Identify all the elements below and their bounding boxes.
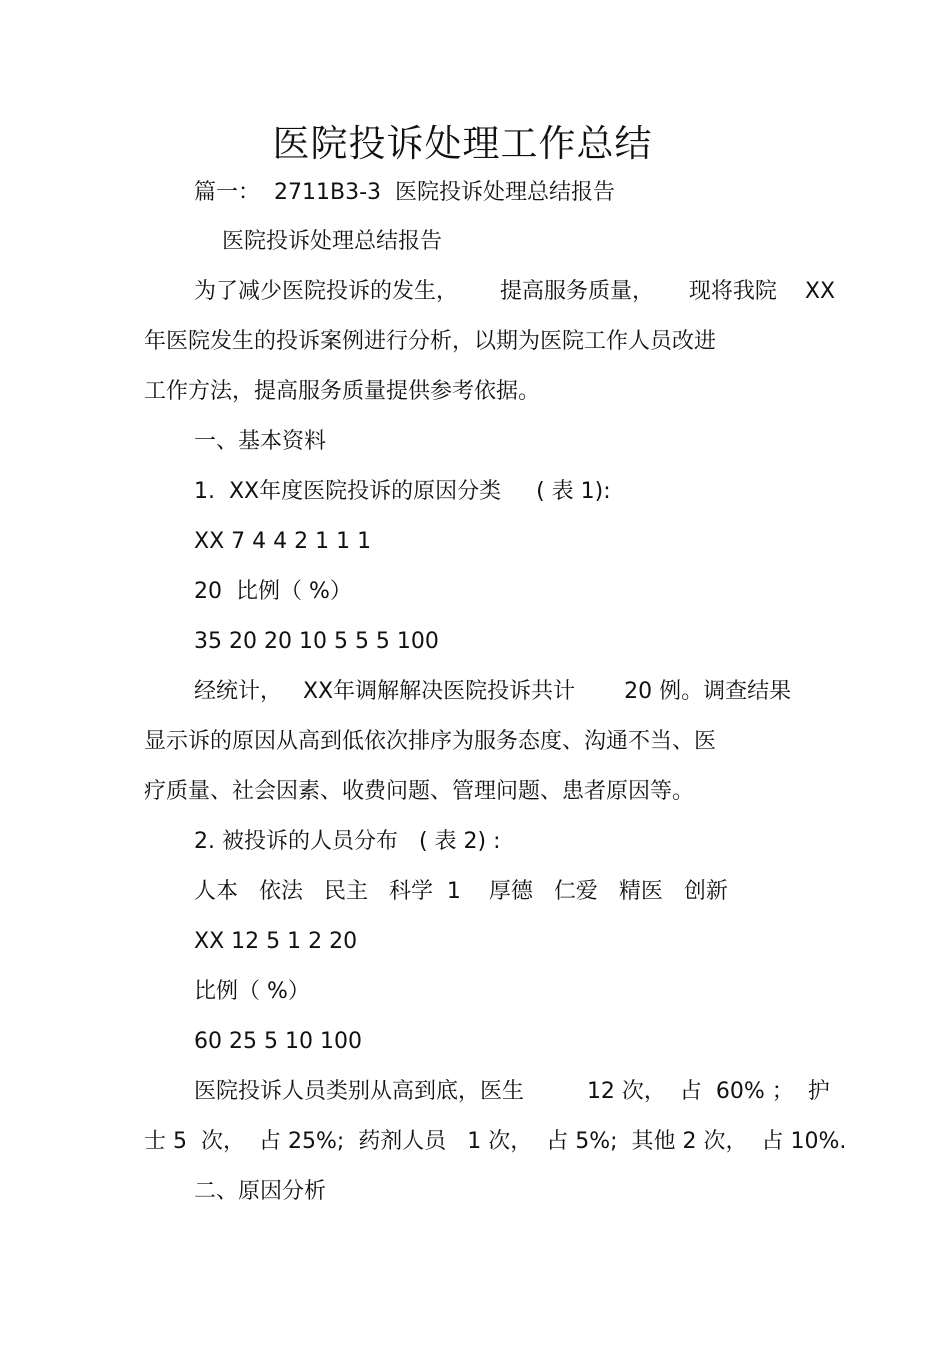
paragraph-line: 疗质量、社会因素、收费问题、管理问题、患者原因等。 <box>144 779 695 804</box>
table-row: XX 7 4 4 2 1 1 1 <box>194 529 372 554</box>
paragraph-line: 医院投诉人员类别从高到底，医生 12 次， 占 60% ； 护 <box>194 1079 830 1104</box>
paragraph-line: 为了减少医院投诉的发生， 提高服务质量， 现将我院 XX <box>194 279 836 304</box>
table-row: 人本 依法 民主 科学 1 厚德 仁爱 精医 创新 <box>194 879 728 904</box>
paragraph-line: 士 5 次， 占 25%; 药剂人员 1 次， 占 5%; 其他 2 次， 占 10%. <box>144 1129 847 1154</box>
subsection-heading: 2. 被投诉的人员分布 ( 表 2) : <box>194 829 501 854</box>
paragraph-line: 年医院发生的投诉案例进行分析，以期为医院工作人员改进 <box>144 329 717 354</box>
table-row: 35 20 20 10 5 5 5 100 <box>194 629 439 654</box>
paragraph-line: 工作方法，提高服务质量提供参考依据。 <box>144 379 541 404</box>
table-row: 20 比例（ %） <box>194 579 352 604</box>
section-heading: 一、基本资料 <box>194 429 327 454</box>
table-row: 比例（ %） <box>194 979 310 1004</box>
section-heading: 二、原因分析 <box>194 1179 327 1204</box>
subsection-heading: 1. XX年度医院投诉的原因分类 ( 表 1): <box>194 479 611 504</box>
report-heading: 医院投诉处理总结报告 <box>222 229 443 254</box>
paragraph-line: 显示诉的原因从高到低依次排序为服务态度、沟通不当、医 <box>144 729 717 754</box>
subtitle-line: 篇一： 2711B3-3 医院投诉处理总结报告 <box>194 180 615 205</box>
document-title: 医院投诉处理工作总结 <box>272 122 653 165</box>
table-row: XX 12 5 1 2 20 <box>194 929 358 954</box>
paragraph-line: 经统计， XX年调解解决医院投诉共计 20 例。调查结果 <box>194 679 792 704</box>
table-row: 60 25 5 10 100 <box>194 1029 362 1054</box>
